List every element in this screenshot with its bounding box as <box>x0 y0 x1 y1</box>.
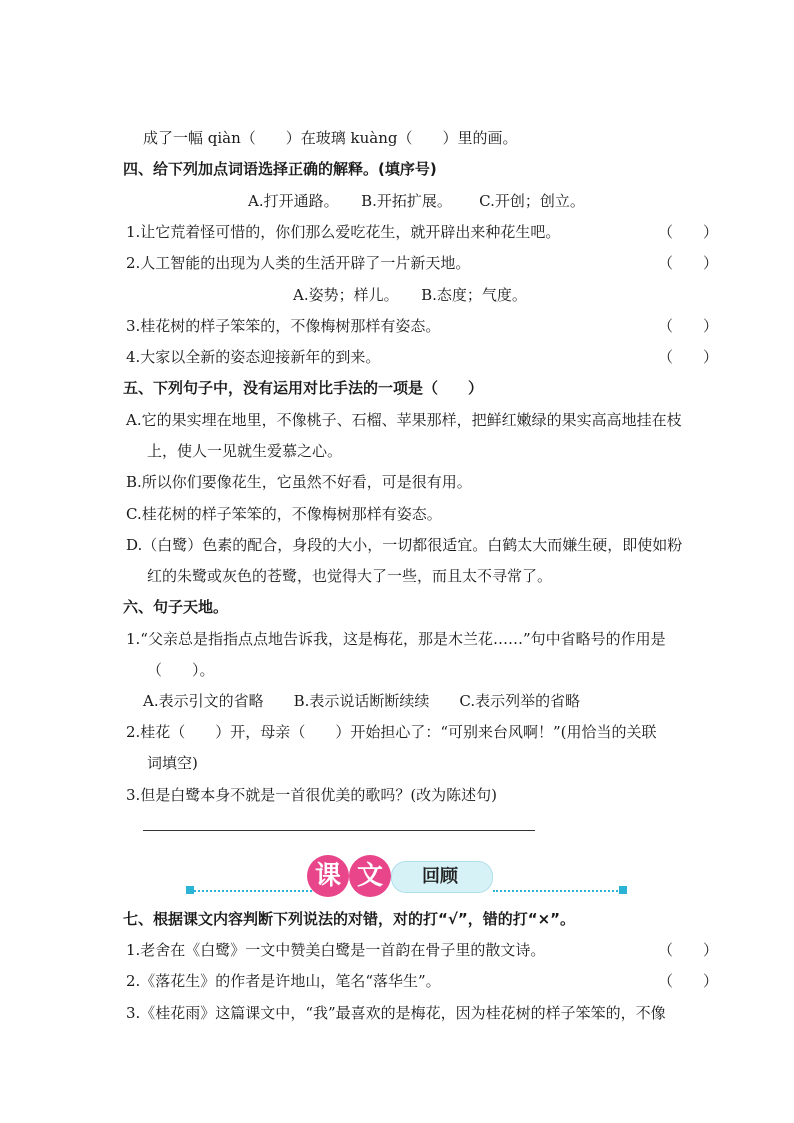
section-5-option-a-line-1: A.它的果实埋在地里，不像桃子、石榴、苹果那样，把鲜红嫩绿的果实高高地挂在枝 <box>126 411 682 429</box>
banner-pill <box>391 861 493 893</box>
answer-blank[interactable]: （ ） <box>658 317 719 335</box>
section-6-question-1-line-1: 1.“父亲总是指指点点地告诉我，这是梅花，那是木兰花……”句中省略号的作用是 <box>126 630 666 648</box>
section-4-question-1: 1.让它荒着怪可惜的，你们那么爱吃花生，就开辟出来种花生吧。 <box>126 223 561 241</box>
banner-square-right <box>619 886 627 894</box>
banner-dotted-line-left <box>191 890 319 892</box>
section-4-title: 四、给下列加点词语选择正确的解释。(填序号) <box>123 160 437 178</box>
section-7-question-2: 2.《落花生》的作者是许地山，笔名“落华生”。 <box>126 972 441 990</box>
section-5-option-d-line-2: 红的朱鹭或灰色的苍鹭，也觉得大了一些，而且太不寻常了。 <box>147 567 553 585</box>
banner-label: 回顾 <box>422 866 458 887</box>
section-5-option-b: B.所以你们要像花生，它虽然不好看，可是很有用。 <box>126 473 472 491</box>
answer-blank[interactable]: （ ） <box>658 223 719 241</box>
section-7-title: 七、根据课文内容判断下列说法的对错，对的打“√”，错的打“×”。 <box>123 910 576 928</box>
section-4-options-b: A.姿势；样儿。 B.态度；气度。 <box>293 286 527 304</box>
answer-blank[interactable]: （ ） <box>658 254 719 272</box>
answer-blank[interactable]: （ ） <box>658 941 719 959</box>
section-6-question-3: 3.但是白鹭本身不就是一首很优美的歌吗？(改为陈述句) <box>126 786 498 804</box>
banner-circle-wen: 文 <box>349 855 391 897</box>
section-6-question-1-line-2: （ ）。 <box>147 661 215 679</box>
banner-square-left <box>186 886 194 894</box>
section-7-question-3: 3.《桂花雨》这篇课文中，“我”最喜欢的是梅花，因为桂花树的样子笨笨的，不像 <box>126 1004 666 1022</box>
banner-circle-ke: 课 <box>307 855 349 897</box>
section-6-question-2-line-1: 2.桂花（ ）开，母亲（ ）开始担心了：“可别来台风啊！”(用恰当的关联 <box>126 723 657 741</box>
section-4-question-4: 4.大家以全新的姿态迎接新年的到来。 <box>126 348 381 366</box>
banner-dotted-line-right <box>493 890 621 892</box>
answer-blank[interactable]: （ ） <box>658 348 719 366</box>
section-7-question-1: 1.老舍在《白鹭》一文中赞美白鹭是一首韵在骨子里的散文诗。 <box>126 941 546 959</box>
section-4-options-a: A.打开通路。 B.开拓扩展。 C.开创；创立。 <box>248 192 585 210</box>
section-4-question-2: 2.人工智能的出现为人类的生活开辟了一片新天地。 <box>126 254 471 272</box>
section-5-option-d-line-1: D.（白鹭）色素的配合，身段的大小，一切都很适宜。白鹤太大而嫌生硬，即使如粉 <box>126 536 683 554</box>
fill-in-line: 成了一幅 qiàn（ ）在玻璃 kuàng（ ）里的画。 <box>143 129 518 147</box>
section-4-question-3: 3.桂花树的样子笨笨的，不像梅树那样有姿态。 <box>126 317 441 335</box>
section-6-title: 六、句子天地。 <box>123 598 229 616</box>
answer-line[interactable] <box>143 830 535 831</box>
answer-blank[interactable]: （ ） <box>658 972 719 990</box>
section-6-question-2-line-2: 词填空) <box>147 754 198 772</box>
review-banner <box>183 855 628 905</box>
section-5-option-c: C.桂花树的样子笨笨的，不像梅树那样有姿态。 <box>126 505 442 523</box>
section-5-title: 五、下列句子中，没有运用对比手法的一项是（ ） <box>123 379 484 397</box>
section-5-option-a-line-2: 上，使人一见就生爱慕之心。 <box>147 442 343 460</box>
section-6-question-1-options: A.表示引文的省略 B.表示说话断断续续 C.表示列举的省略 <box>143 692 581 710</box>
